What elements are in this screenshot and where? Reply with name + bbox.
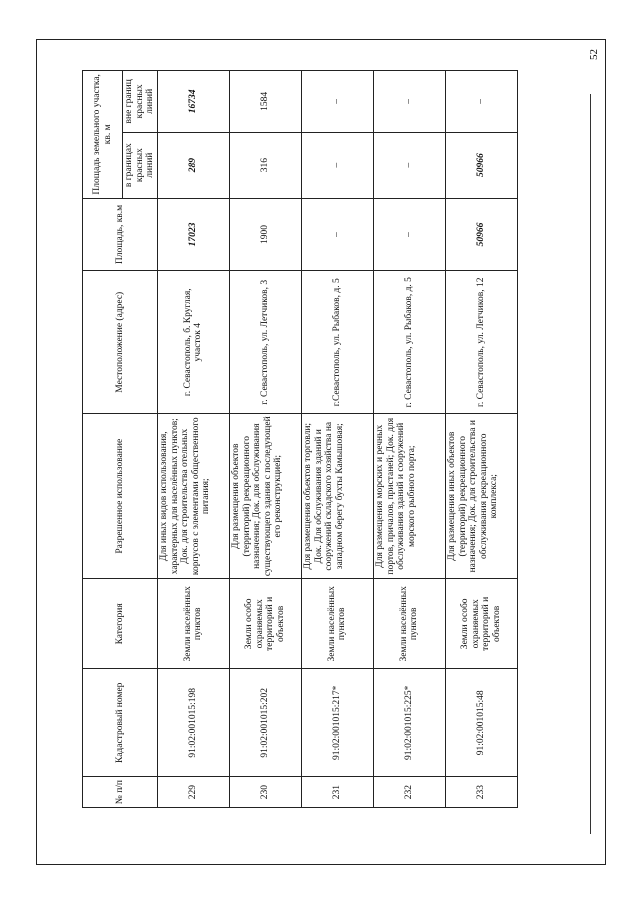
- cell-area: 50966: [445, 198, 517, 271]
- cell-outside: –: [373, 71, 445, 133]
- page-rule: [590, 94, 591, 834]
- cell-use: Для размещения иных объектов (территорий) рекреационного назначения; Док. для строительства и обслуживания рекреационного комплекса;: [445, 414, 517, 579]
- cell-use: Для размещения морских и речных портов, причалов, пристаней; Док. для обслуживания зданий и сооружений морского рыбного порта;: [373, 414, 445, 579]
- cell-num: 232: [373, 777, 445, 808]
- header-location: Местоположение (адрес): [83, 271, 158, 414]
- cell-category: Земли особо охраняемых территорий и объектов: [229, 579, 301, 669]
- cell-location: г. Севастополь, б. Круглая, участок 4: [157, 271, 229, 414]
- table-row: [445, 71, 517, 808]
- header-land-area: Площадь земельного участка, кв. м: [83, 71, 123, 199]
- table-row: [373, 71, 445, 808]
- cell-cadastral: 91:02:001015:217*: [301, 669, 373, 777]
- cell-outside: –: [301, 71, 373, 133]
- cell-cadastral: 91:02:001015:198: [157, 669, 229, 777]
- cell-location: г. Севастополь, ул. Рыбаков, д. 5: [373, 271, 445, 414]
- cell-location: г. Севастополь, ул. Летчиков, 3: [229, 271, 301, 414]
- cell-area: 17023: [157, 198, 229, 271]
- cell-use: Для иных видов использования, характерных для населённых пунктов; Док. для строительства отельных корпусов с элементами общественного питания;: [157, 414, 229, 579]
- cell-cadastral: 91:02:001015:225*: [373, 669, 445, 777]
- rotated-table-container: [82, 70, 507, 808]
- cell-use: Для размещения объектов торговли; Док. Для обслуживания зданий и сооружений складского хозяйства на западном берегу бухты Камышовая;: [301, 414, 373, 579]
- cell-inside: 316: [229, 132, 301, 198]
- table-row: [157, 71, 229, 808]
- cell-use: Для размещения объектов (территорий) рекреационного назначения; Док. для обслуживания существующего здания с последующей его реконструкцией;: [229, 414, 301, 579]
- cell-category: Земли населённых пунктов: [157, 579, 229, 669]
- cell-num: 230: [229, 777, 301, 808]
- header-outside: вне границ красных линий: [123, 71, 158, 133]
- cell-location: г.Севастополь, ул. Рыбаков, д. 5: [301, 271, 373, 414]
- cell-cadastral: 91:02:001015:202: [229, 669, 301, 777]
- header-category: Категория: [83, 579, 158, 669]
- table-row: [229, 71, 301, 808]
- cell-inside: 50966: [445, 132, 517, 198]
- header-cadastral: Кадастровый номер: [83, 669, 158, 777]
- cell-area: –: [373, 198, 445, 271]
- cell-category: Земли населённых пунктов: [301, 579, 373, 669]
- page-number: 52: [588, 49, 600, 60]
- header-num: № п/п: [83, 777, 158, 808]
- cell-category: Земли населённых пунктов: [373, 579, 445, 669]
- cell-area: –: [301, 198, 373, 271]
- header-use: Разрешенное использование: [83, 414, 158, 579]
- cell-num: 233: [445, 777, 517, 808]
- header-inside: в границах красных линий: [123, 132, 158, 198]
- cell-area: 1900: [229, 198, 301, 271]
- cell-inside: 289: [157, 132, 229, 198]
- cell-inside: –: [373, 132, 445, 198]
- header-area: Площадь, кв.м: [83, 198, 158, 271]
- cell-category: Земли особо охраняемых территорий и объектов: [445, 579, 517, 669]
- cell-location: г. Севастополь, ул. Летчиков, 12: [445, 271, 517, 414]
- land-plots-table: [82, 70, 518, 808]
- cell-num: 231: [301, 777, 373, 808]
- cell-outside: 16734: [157, 71, 229, 133]
- table-row: [301, 71, 373, 808]
- cell-num: 229: [157, 777, 229, 808]
- cell-cadastral: 91:02:001015:48: [445, 669, 517, 777]
- cell-outside: 1584: [229, 71, 301, 133]
- cell-inside: –: [301, 132, 373, 198]
- cell-outside: –: [445, 71, 517, 133]
